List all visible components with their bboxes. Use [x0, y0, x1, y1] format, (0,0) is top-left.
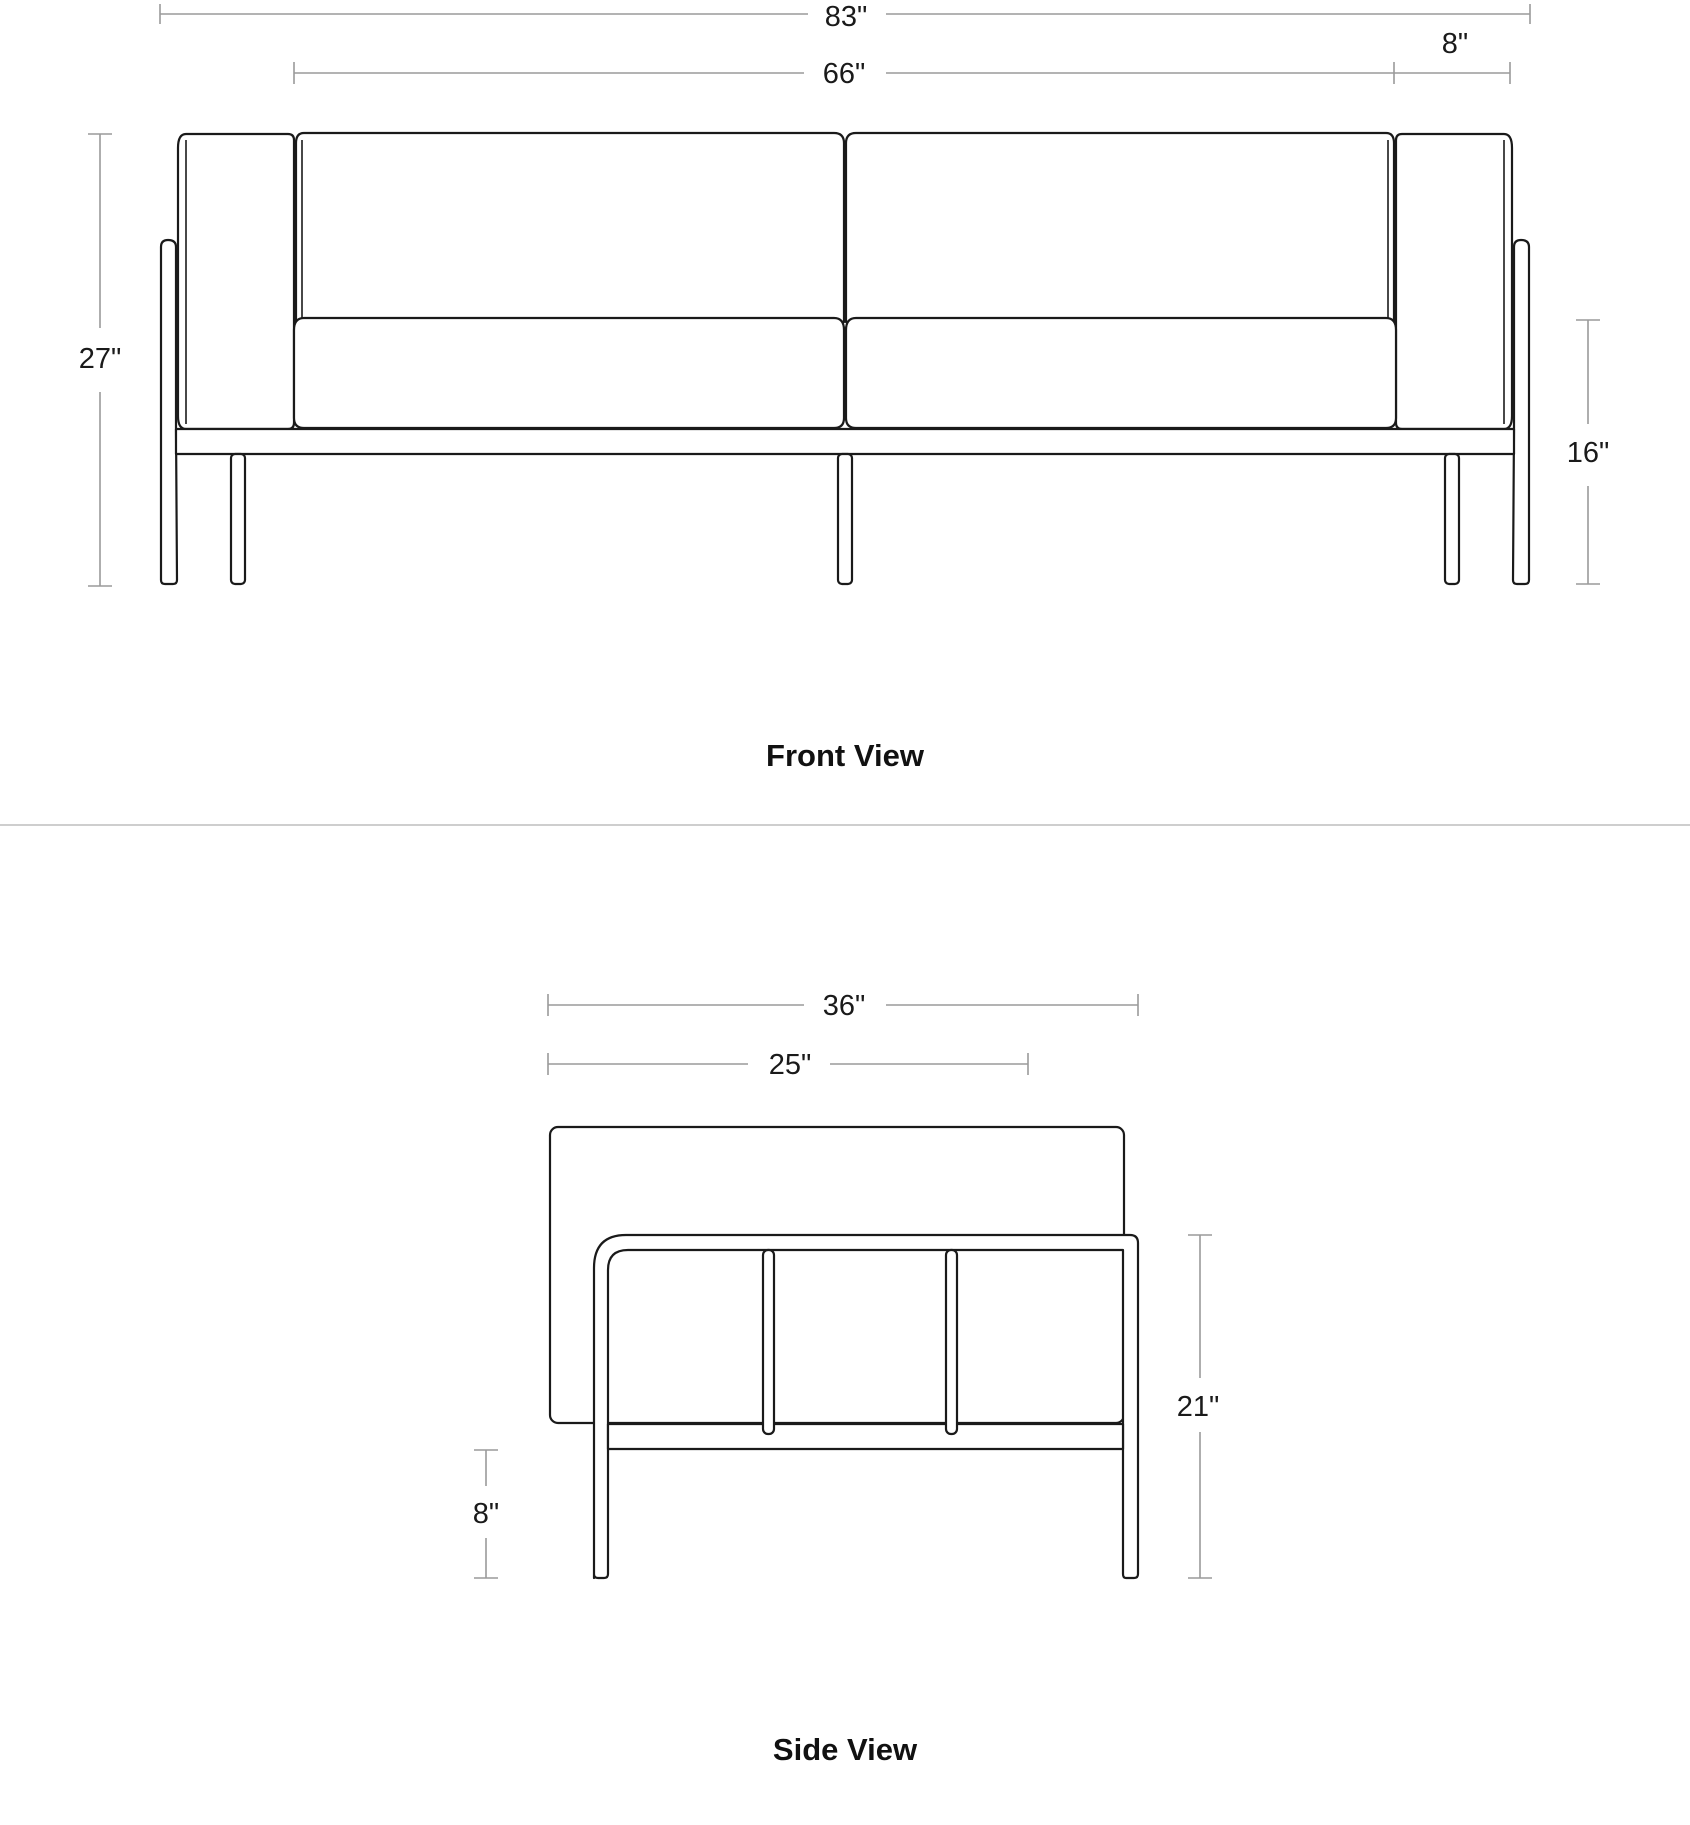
front-view: [79, 1, 1610, 773]
front-leg-right: [1445, 454, 1459, 584]
right-seat-cushion: [846, 318, 1396, 428]
overall-depth-label: 36": [822, 990, 866, 1022]
front-leg-left: [231, 454, 245, 584]
seat-rail: [176, 429, 1514, 454]
overall-height-label: 27": [78, 343, 122, 375]
dim-clearance-height: [473, 1450, 499, 1578]
side-cushion-block: [550, 1127, 1124, 1423]
front-leg-center: [838, 454, 852, 584]
left-back-cushion: [296, 133, 844, 322]
dim-seat-depth: [548, 1049, 1028, 1081]
dim-overall-height: [79, 134, 122, 586]
clearance-height-label: 8": [472, 1498, 500, 1530]
front-view-title: Front View: [766, 738, 924, 773]
front-sofa-drawing: [161, 133, 1529, 584]
right-side-tube: [1513, 240, 1529, 584]
dim-overall-width: [160, 1, 1530, 33]
dim-seat-height: [1567, 320, 1610, 584]
side-sofa-drawing: [550, 1127, 1138, 1578]
arm-spindle-2: [946, 1250, 957, 1434]
overall-width-label: 83": [824, 1, 868, 33]
left-seat-cushion: [294, 318, 844, 428]
arm-height-label: 21": [1176, 1391, 1220, 1423]
side-view-title: Side View: [772, 1732, 918, 1767]
side-seat-rail: [608, 1424, 1123, 1449]
seat-width-label: 66": [822, 58, 866, 90]
right-back-cushion: [846, 133, 1394, 322]
arm-width-label: 8": [1441, 28, 1469, 60]
dim-arm-height: [1177, 1235, 1220, 1578]
seat-height-label: 16": [1566, 437, 1610, 469]
right-arm-cushion: [1396, 134, 1512, 429]
seat-depth-label: 25": [768, 1049, 812, 1081]
side-view: [473, 990, 1220, 1767]
left-arm-cushion: [178, 134, 294, 429]
dim-overall-depth: [548, 990, 1138, 1022]
left-side-tube: [161, 240, 177, 584]
arm-spindle-1: [763, 1250, 774, 1434]
dim-arm-width: [1394, 28, 1510, 84]
dim-seat-width: [294, 58, 1394, 90]
